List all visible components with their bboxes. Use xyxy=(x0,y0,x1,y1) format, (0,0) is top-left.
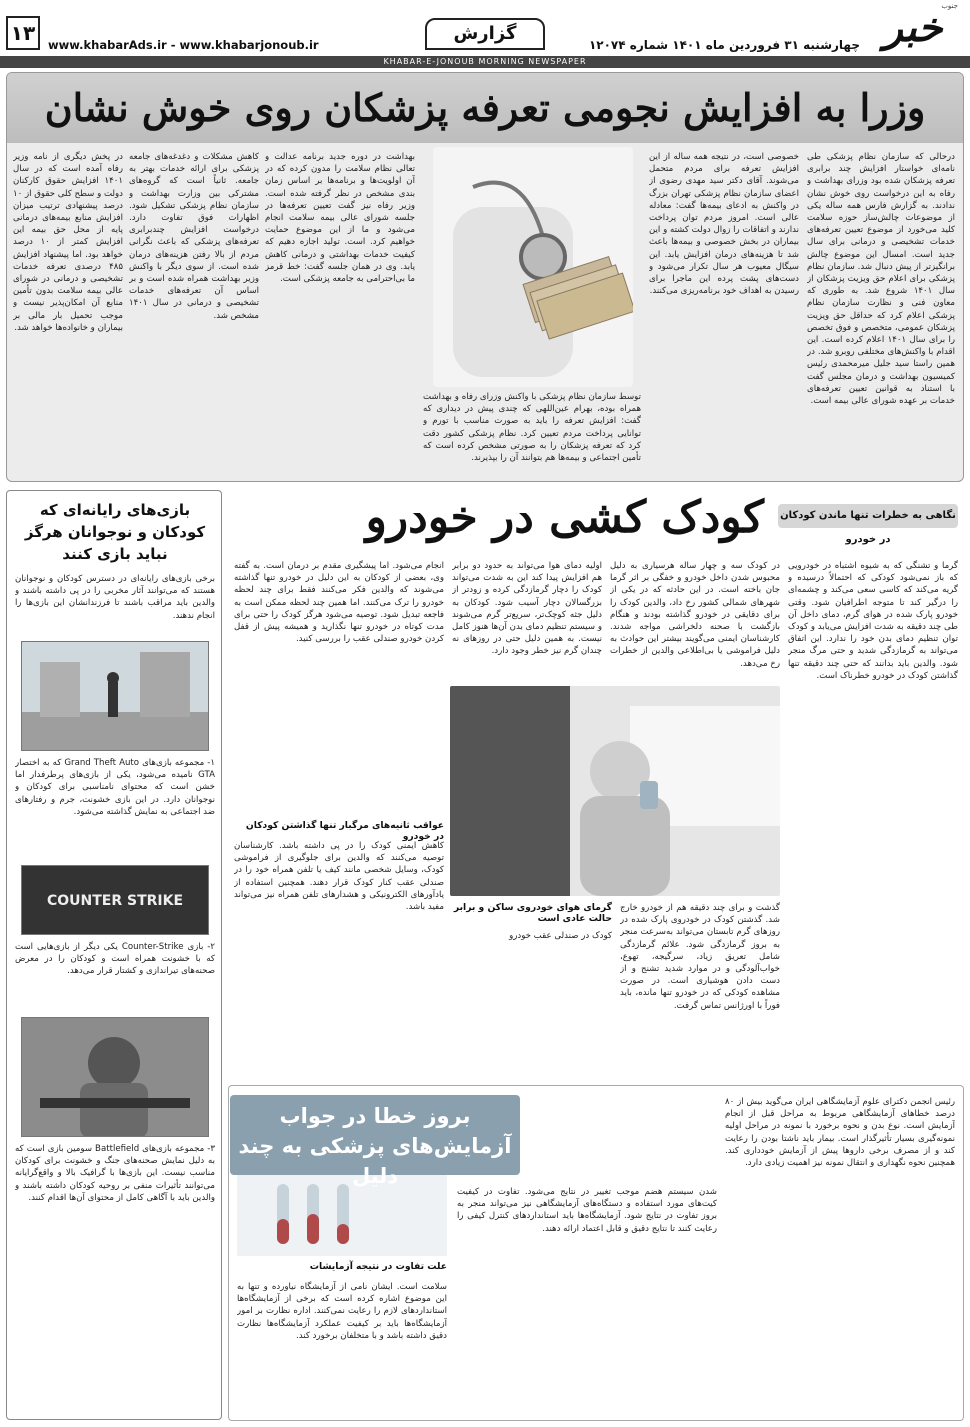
car-story-headline: کودک کشی در خودرو xyxy=(365,492,764,543)
top-story-col-2: خصوصی است، در نتیجه همه ساله از این افزایش تعرفه برای مردم متحمل می‌شوند. آقای دکتر سید مهدی رضوی از اعضای سازمان نظام پزشکی تهران بزرگ در واکنش به ادعای بیمه‌ها گفت: معادله عالی است. امروز مردم توان پرداخت ندارند و اتفاقات را زوال دولت کشته و این بیماران در بخش خصوصی و بیمه‌ها باعث شد تا هزینه‌های درمان افزایش یابد. این سیگال معیوب هر سال تکرار می‌شود و دست‌های پشت پرده این ماجرا برای رسیدن به اهداف خود برنامه‌ریزی می‌کنند. xyxy=(649,152,799,297)
car-story-caption-col: کودک در صندلی عقب خودرو xyxy=(509,931,612,941)
child-car-illustration xyxy=(450,686,780,896)
car-story-col-5: گذشت و برای چند دقیقه هم از خودرو خارج شد. گذشتن کودک در خودروی پارک شده در روزهای گرم تابستان می‌تواند به‌سرعت منجر به بروز گرمازدگی شود. علائم گرمازدگی شامل تعریق زیاد، سرگیجه، تهوع، خواب‌آلودگی و در موارد شدید تشنج و از دست دادن هوشیاری است. در صورت مشاهده کودکی که در خودرو تنها مانده، باید فوراً با اورژانس تماس گرفت. xyxy=(620,903,780,1011)
lab-story-col-3: سلامت است. ایشان نامی از آزمایشگاه نیاورده و تنها به این موضوع اشاره کرده است که برخی از آزمایشگاه‌ها استانداردهای لازم را رعایت نمی‌کنند. اداره نظارت بر امور آزمایشگاه‌ها باید بر کیفیت عملکرد آزمایشگاه‌ها نظارت دقیق داشته باشد و با متخلفان برخورد کند. xyxy=(237,1282,447,1341)
doctor-money-image xyxy=(433,147,633,387)
battlefield-screenshot xyxy=(21,1017,209,1137)
masthead-ribbon: KHABAR-E-JONOUB MORNING NEWSPAPER xyxy=(0,56,970,68)
top-story-col-3: توسط سازمان نظام پزشکی با واکنش وزرای رفاه و بهداشت همراه بوده، بهرام عین‌اللهی که چندی پیش در دیداری که گفت: افزایش تعرفه را باید به صورت مناسب با تورم و توانایی پرداخت مردم تعیین کرد. نظام پزشکی کشور دقت کرد که تعرفه پزشکان را به صورتی مشخص کرده است که تأمین اجتماعی و بیمه‌ها هم بتوانند آن را بپذیرند. xyxy=(423,392,641,464)
lab-story-col-2: شدن سیستم هضم موجب تغییر در نتایج می‌شود. تفاوت در کیفیت کیت‌های مورد استفاده و دستگاه‌های آزمایشگاهی نیز می‌تواند منجر به بروز تفاوت در نتایج شود. آزمایشگاه‌ها باید استانداردهای کنترل کیفی را رعایت کنند تا نتایج دقیق و قابل اعتماد ارائه دهند. xyxy=(457,1187,717,1234)
gta-screenshot xyxy=(21,641,209,751)
car-story-col-2: در کودک سه و چهار ساله هرسیاری به دلیل محبوس شدن داخل خودرو و خفگی بر اثر گرما جان باخته است. در این حادثه که در یکی از شهرهای شمالی کشور رخ داد، والدین کودک را برای دقایقی در خودرو گذاشته بودند و هنگام بازگشت با صحنه دلخراشی مواجه شدند. کارشناسان ایمنی می‌گویند بیشتر این حوادث به دلیل فراموشی یا بی‌اطلاعی والدین از خطرات رخ می‌دهد. xyxy=(610,561,780,669)
test-tubes-image xyxy=(237,1174,447,1256)
car-story-col-6: کاهش ایمنی کودک را در پی داشته باشد. کارشناسان توصیه می‌کنند که والدین برای جلوگیری از فراموشی کودک، وسایل شخصی مانند کیف یا تلفن همراه خود را در صندلی عقب کنار کودک قرار دهند. همچنین استفاده از یادآورهای الکترونیکی و هشدارهای تلفن همراه نیز می‌تواند مفید باشد. xyxy=(234,841,444,913)
test-tubes-illustration xyxy=(237,1174,447,1256)
top-story xyxy=(6,72,964,482)
top-story-col-4: بهداشت در دوره جدید برنامه عدالت و تعالی نظام سلامت را مدون کرده که در آن اولویت‌ها و برنامه‌ها بر اساس زمان بندی مشخص در نظر گرفته شده است. وزیر رفاه نیز گفت تعیین تعرفه‌ها در جلسه شورای عالی بیمه سلامت انجام می‌شود و ما از این موضوع حمایت خواهیم کرد. است. تولید اجازه دهیم که کیفیت خدمات بهداشتی و درمانی کاهش یابد. وی در همان جلسه گفت: خط قرمز ما بی‌احترامی به جامعه پزشکی است. xyxy=(265,152,415,285)
lab-subhead: علت تفاوت در نتیجه آزمایشات xyxy=(309,1261,447,1272)
top-story-col-6: در پخش دیگری از نامه وزیر رفاه آمده است که در سال ۱۴۰۱ افزایش حقوق کارکنان دولت و سطح کلی حقوق از ۱۰ درصد پیشنهادی ترتیب میزان افزایش منابع بیمه‌های درمانی پایه از محل حق بیمه این افزایش کمتر از ۱۰ درصد خواهد بود. اما پیشنهاد افزایش ۴۸۵ درصدی تعرفه خدمات تشخیصی و درمانی در شورای عالی بیمه سلامت بدون تأمین منابع آن امکان‌پذیر نیست و موجب تحمیل بار مالی بر بیماران و خانواده‌ها خواهد شد. xyxy=(13,152,123,333)
games-sidebar xyxy=(6,490,222,1420)
page-number: ۱۳ xyxy=(6,16,40,50)
car-subhead-2: گرمای هوای خودروی ساکن و برابر حالت عادی است xyxy=(453,902,612,924)
top-story-headline: وزرا به افزایش نجومی تعرفه پزشکان روی خوش نشان xyxy=(7,73,963,143)
top-story-col-1: درحالی که سازمان نظام پزشکی طی نامه‌ای خواستار افزایش چند برابری تعرفه پزشکان شده بود وزرای بهداشت و رفاه به این درخواست روی خوش نشان ندادند. به گزارش فارس همه ساله یکی از موضوعات چالش‌ساز حوزه سلامت کلید می‌خورد از موضوع تعیین تعرفه‌های خدمات تشخیصی و درمانی برای سال جدید است. امسال این موضوع چالش برانگیزتر از پیش دنبال شد. سازمان نظام پزشکی برای اعلام حق ویزیت پزشکان از سال ۱۴۰۱ شروع شد. به طوری که معاون فنی و نظارت سازمان نظام پزشکی اعلام کرد که حداقل حق ویزیت پزشکان عمومی، متخصص و فوق تخصص را برای سال ۱۴۰۱ اعلام کرده است. این اقدام با واکنش‌های مختلفی روبرو شد. در همین راستا سید جلیل میرمحمدی رئیس کمیسیون بهداشت و درمان مجلس گفت با استناد به قوانین تعیین تعرفه‌های خدمات بر عهده شورای عالی بیمه است. xyxy=(807,152,955,407)
doctor-illustration xyxy=(433,147,633,387)
counter-strike-label: COUNTER STRIKE xyxy=(46,893,184,909)
section-tab: گزارش xyxy=(425,18,545,50)
newspaper-logo-sub: جنوب xyxy=(941,2,958,10)
car-story xyxy=(228,490,964,1075)
counter-strike-logo xyxy=(21,865,209,935)
car-subhead-1: عواقب ثانیه‌های مرگبار تنها گذاشتن کودکان در خودرو xyxy=(245,820,444,842)
game3-text: ۳- مجموعه بازی‌های Battlefield سومین بازی است که به دلیل نمایش صحنه‌های جنگ و خشونت برای کودکان مناسب نیست. این بازی‌ها با گرافیک بالا و واقع‌گرایانه می‌توانند تأثیرات منفی بر روحیه کودکان داشته باشند و والدین باید با آگاهی کامل از محتوای آن‌ها اقدام کنند. xyxy=(15,1144,215,1203)
games-intro: برخی بازی‌های رایانه‌ای در دسترس کودکان و نوجوانان هستند که می‌توانند آثار مخربی را در پی داشته باشند و والدین باید مراقب باشند تا فرزندانشان این بازی‌ها را انجام ندهند. xyxy=(15,574,215,621)
newspaper-logo: خبر xyxy=(883,4,943,51)
gta-illustration xyxy=(21,642,208,751)
car-story-col-1: گرما و تشنگی که به شیوه اشتباه در خودرویی که باز نمی‌شود کودکی که احتمالاً درسیده و گریه می‌کند که کاسی سعی می‌کند و چشمه‌ای را درگیر کند تا متوجه اطرافیان شود. وقتی خودرو پارک شده در هوای گرم، دمای داخل آن طی چند دقیقه به شدت افزایش می‌یابد و کودک توان تنظیم دمای بدن خود را ندارد. این اتفاق می‌تواند به گرمازدگی شدید و حتی مرگ منجر شود. والدین باید بدانند که حتی چند دقیقه تنها گذاشتن کودک در خودرو خطرناک است. xyxy=(788,561,958,681)
car-story-col-4: انجام می‌شود. اما پیشگیری مقدم بر درمان است. به گفته وی، بعضی از کودکان به این دلیل در خودرو تنها گذاشته می‌شوند که والدین فکر می‌کنند فقط برای چند لحظه خودرو را ترک می‌کنند. اما همین چند لحظه ممکن است به فاجعه تبدیل شود. توصیه می‌شود هرگز کودک را حتی برای مدت کوتاه در خودرو تنها نگذارید و همیشه پیش از قفل کردن خودرو صندلی عقب را بررسی کنید. xyxy=(234,561,444,645)
issue-date-line: چهارشنبه ۳۱ فروردین ماه ۱۴۰۱ شماره ۱۲۰۷۴ xyxy=(588,38,860,52)
game1-text: ۱- مجموعه بازی‌های Grand Theft Auto که به اختصار GTA نامیده می‌شود، یکی از بازی‌های پرطرفدار اما خشن است که محتوای نامناسبی برای کودکان و نوجوانان دارد. در این بازی خشونت، جرم و رفتارهای ضد اجتماعی به نمایش گذاشته می‌شود. xyxy=(15,758,215,817)
top-story-col-5: کاهش مشکلات و دغدغه‌های جامعه پزشکی برای ارائه خدمات بهتر به جامعه. ثانیاً است که گروه‌های مشترکی بین وزارت بهداشت و سازمان نظام پزشکی تشکیل شود. اظهارات فوق تفاوت دارد. درخواست افزایش چندبرابری تعرفه‌های پزشکی که باعث نگرانی مردم از بالا رفتن هزینه‌های درمان شده است. از سوی دیگر با واکنش وزیر بهداشت همراه شده است و بر اساس آن تعرفه‌های خدمات تشخیصی و درمانی در سال ۱۴۰۱ مشخص شد. xyxy=(129,152,259,321)
games-title: بازی‌های رایانه‌ای که کودکان و نوجوانان هرگز نباید بازی کنند xyxy=(24,501,206,563)
car-story-kicker: نگاهی به خطرات تنها ماندن کودکان در خودرو xyxy=(778,504,958,528)
website-urls[interactable]: www.khabarAds.ir - www.khabarjonoub.ir xyxy=(48,38,319,52)
lab-story-col-1: رئیس انجمن دکترای علوم آزمایشگاهی ایران می‌گوید بیش از ۸۰ درصد خطاهای آزمایشگاهی مربوط به مراحل قبل از انجام آزمایش است. نوع بدن و نحوه برخورد با نمونه در مراحل اولیه نمونه‌گیری بسیار تأثیرگذار است. بیمار باید ناشتا بودن را رعایت کند و از مصرف برخی داروها پیش از آزمایش خودداری کند. همچنین نحوه نگهداری و انتقال نمونه نیز اهمیت زیادی دارد. xyxy=(725,1097,955,1169)
battlefield-illustration xyxy=(21,1018,208,1137)
car-story-col-3: اولیه دمای هوا می‌تواند به حدود دو برابر هم افزایش پیدا کند این به شدت می‌تواند کودک را دچار گرمازدگی کرده و زودتر از بزرگسالان دچار آسیب شود. کودکان به دلیل جثه کوچک‌تر، سریع‌تر گرم می‌شوند و سیستم تنظیم دمای بدن آن‌ها هنوز کامل نیست. به همین دلیل حتی در روزهای نه چندان گرم نیز خطر وجود دارد. xyxy=(452,561,602,657)
lab-story-headline: بروز خطا در جواب آزمایش‌های پزشکی به چند دلیل xyxy=(230,1095,520,1175)
game2-text: ۲- بازی Counter-Strike یکی دیگر از بازی‌هایی است که با خشونت همراه است و کودکان را در معرض صحنه‌های تیراندازی و کشتار قرار می‌دهد. xyxy=(15,942,215,977)
masthead xyxy=(0,0,970,70)
child-in-car-image xyxy=(450,686,780,896)
